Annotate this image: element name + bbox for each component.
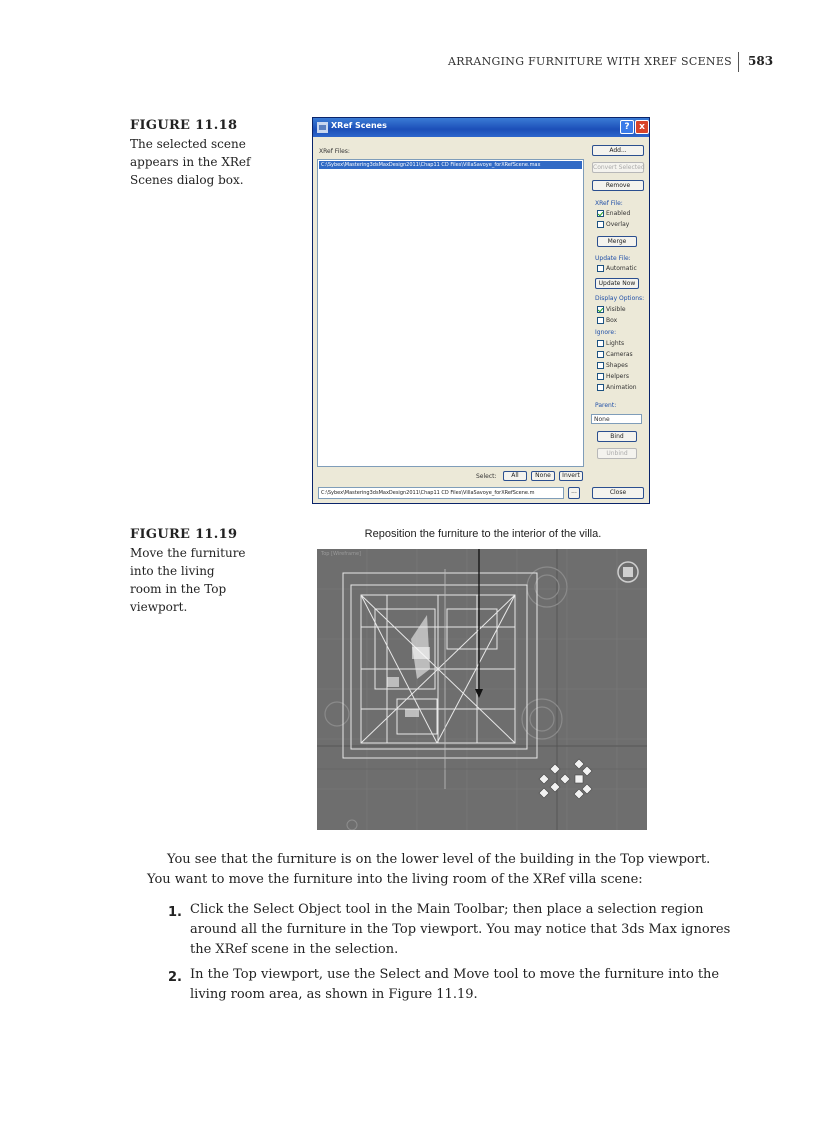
caption-line: The selected scene: [130, 137, 246, 151]
intro-paragraph: You see that the furniture is on the lower level of the building in the Top viewport. You want to move the furniture into the living room of the XRef villa scene:: [147, 852, 711, 887]
viewport-wireframe: [317, 549, 647, 830]
file-path-field[interactable]: C:\Sybex\Mastering3dsMaxDesign2011\Chap11 CD Files\VillaSavoye_forXRefScene.m: [318, 487, 564, 499]
ignore-checkbox[interactable]: [597, 340, 604, 347]
app-icon: [317, 122, 328, 133]
bind-button[interactable]: Bind: [597, 431, 637, 442]
figure-label: FIGURE 11.18: [130, 118, 238, 133]
help-button[interactable]: ?: [620, 120, 634, 134]
convert-selected-button[interactable]: Convert Selected: [593, 164, 645, 171]
viewport-label: Top [Wireframe]: [321, 551, 361, 557]
figure-callout: Reposition the furniture to the interior of the villa.: [364, 528, 602, 540]
select-invert-button[interactable]: Invert: [559, 471, 583, 481]
visible-label: Visible: [606, 306, 626, 313]
caption-line: Scenes dialog box.: [130, 173, 244, 187]
caption-line: appears in the XRef: [130, 155, 251, 169]
axis-tripod-icon: [347, 820, 357, 830]
step-number: [168, 966, 190, 985]
caption-line: Move the furniture: [130, 546, 246, 560]
running-header-title: ARRANGING FURNITURE WITH XREF SCENES: [447, 55, 732, 68]
display-options-group-label: Display Options:: [595, 295, 645, 302]
update-file-group-label: Update File:: [595, 255, 631, 262]
top-viewport[interactable]: [317, 549, 647, 830]
xref-files-list[interactable]: [317, 159, 584, 467]
merge-button[interactable]: Merge: [597, 236, 637, 247]
parent-group-label: Parent:: [595, 402, 617, 409]
caption-line: viewport.: [130, 600, 188, 614]
remove-button[interactable]: Remove: [592, 180, 644, 191]
box-checkbox[interactable]: [597, 317, 604, 324]
automatic-label: Automatic: [606, 265, 637, 272]
select-none-button[interactable]: None: [531, 471, 555, 481]
parent-value: None: [594, 416, 610, 423]
parent-field[interactable]: [591, 414, 642, 424]
select-all-button[interactable]: All: [503, 471, 527, 481]
close-icon[interactable]: x: [635, 120, 649, 134]
xref-scenes-dialog: [312, 117, 650, 504]
ignore-checkbox[interactable]: [597, 373, 604, 380]
step-text: In the Top viewport, use the Select and Move tool to move the furniture into the living room area, as shown in Figure 11.19.: [190, 967, 720, 1002]
box-label: Box: [606, 317, 618, 324]
ignore-label: Cameras: [606, 351, 633, 358]
dialog-titlebar[interactable]: [313, 118, 649, 137]
browse-button[interactable]: ...: [568, 487, 580, 499]
enabled-checkbox[interactable]: [597, 210, 604, 217]
ignore-checkbox[interactable]: [597, 362, 604, 369]
figure-caption: [130, 544, 246, 616]
ignore-checkbox[interactable]: [597, 384, 604, 391]
add-button[interactable]: Add...: [592, 145, 644, 156]
close-button[interactable]: Close: [592, 487, 644, 499]
dialog-title: XRef Scenes: [331, 121, 387, 130]
step-text: Click the Select Object tool in the Main Toolbar; then place a selection region around all the furniture in the Top viewport. You may notice that 3ds Max ignores the XRef scene in the selection.: [190, 902, 731, 957]
overlay-checkbox[interactable]: [597, 221, 604, 228]
caption-line: room in the Top: [130, 582, 227, 596]
update-now-button[interactable]: Update Now: [595, 278, 639, 289]
select-label: Select:: [476, 473, 497, 480]
xref-file-entry[interactable]: C:\Sybex\Mastering3dsMaxDesign2011\Chap11 CD Files\VillaSavoye_forXRefScene.max: [319, 161, 582, 169]
xref-files-label: XRef Files:: [319, 148, 350, 155]
ignore-label: Helpers: [606, 373, 629, 380]
step-number-label: 2.: [168, 970, 182, 985]
xref-file-group-label: XRef File:: [595, 200, 623, 207]
move-gizmo-icon: [539, 759, 592, 799]
ignore-checkbox[interactable]: [597, 351, 604, 358]
figure-caption: [130, 135, 250, 189]
automatic-checkbox[interactable]: [597, 265, 604, 272]
ignore-label: Shapes: [606, 362, 628, 369]
step-number-label: 1.: [168, 905, 182, 920]
ignore-label: Lights: [606, 340, 625, 347]
page-number: 583: [748, 54, 774, 68]
overlay-label: Overlay: [606, 221, 630, 228]
unbind-button[interactable]: Unbind: [597, 448, 637, 459]
ignore-group-label: Ignore:: [595, 329, 617, 336]
ignore-label: Animation: [606, 384, 637, 391]
header-divider: [738, 52, 739, 72]
visible-checkbox[interactable]: [597, 306, 604, 313]
step-number: [168, 901, 190, 920]
figure-label: FIGURE 11.19: [130, 527, 238, 542]
caption-line: into the living: [130, 564, 215, 578]
enabled-label: Enabled: [606, 210, 631, 217]
